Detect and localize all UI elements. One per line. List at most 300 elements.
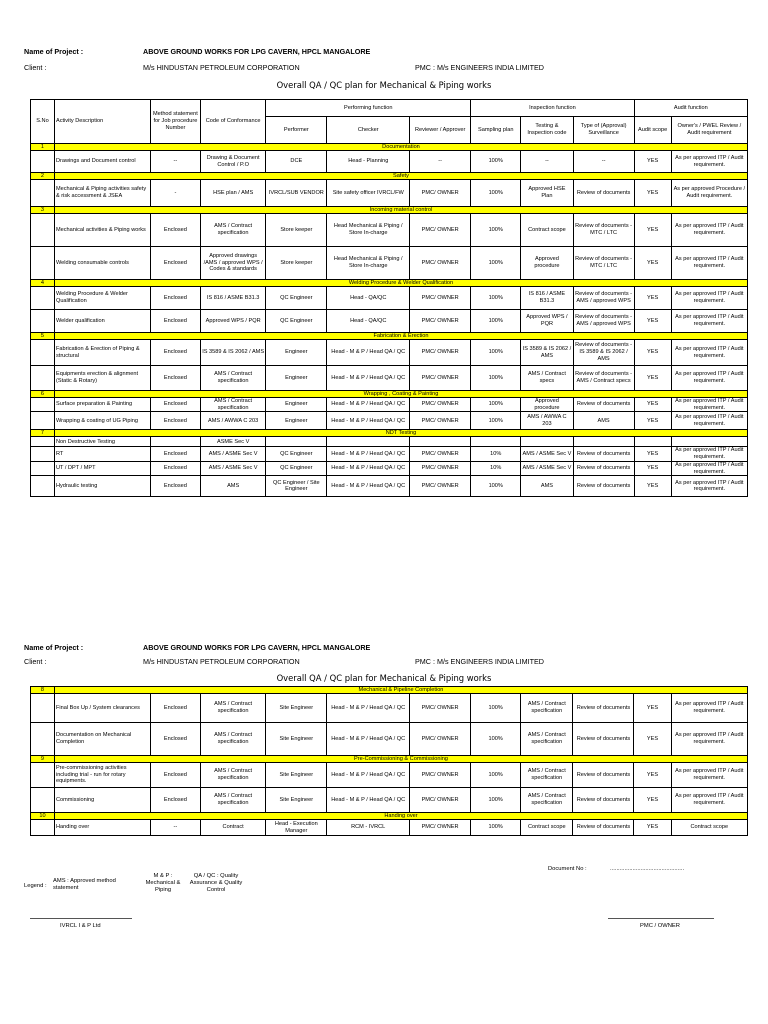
cell-activity: RT — [54, 447, 150, 461]
cell-testing: AMS / AWWA C 203 — [521, 412, 573, 430]
cell-sampling: 100% — [471, 694, 521, 723]
cell-owner: As per approved ITP / Audit requirement. — [671, 723, 748, 756]
cell-performer: Store keeper — [266, 214, 327, 247]
cell-activity: Pre-commissioning activities including trial - run for rotary equipments. — [54, 763, 150, 788]
table-row — [31, 398, 748, 412]
cell-activity: Hydraulic testing — [54, 476, 150, 497]
cell-sampling: 100% — [471, 412, 521, 430]
pmc-label: PMC : M/s ENGINEERS INDIA LIMITED — [415, 63, 544, 72]
cell-code: AMS / Contract specification — [200, 723, 265, 756]
cell-type: Review of documents — [573, 447, 634, 461]
cell-sno — [31, 694, 55, 723]
table-row — [31, 437, 748, 447]
cell-activity: Mechanical activities & Piping works — [54, 214, 150, 247]
cell-testing: AMS / Contract specification — [521, 694, 573, 723]
cell-sampling: 100% — [471, 247, 521, 280]
project-name-2: ABOVE GROUND WORKS FOR LPG CAVERN, HPCL MANGALORE — [143, 643, 371, 652]
cell-method — [150, 437, 200, 447]
header-sno: S.No — [31, 100, 55, 144]
cell-activity: Welder qualification — [54, 310, 150, 333]
table-row — [31, 287, 748, 310]
cell-checker: Head - M & P / Head QA / QC — [327, 723, 410, 756]
cell-performer: Engineer — [266, 412, 327, 430]
cell-scope: YES — [634, 412, 671, 430]
cell-checker: Head - M & P / Head QA / QC — [327, 340, 410, 366]
cell-sampling: 100% — [471, 398, 521, 412]
section-title: Documentation — [54, 144, 747, 151]
cell-method: -- — [150, 820, 200, 836]
page-title-2: Overall QA / QC plan for Mechanical & Piping works — [276, 673, 492, 683]
cell-performer: Engineer — [266, 398, 327, 412]
signature-line-left — [30, 918, 132, 919]
cell-owner: As per approved ITP / Audit requirement. — [671, 366, 747, 391]
cell-sampling: 100% — [471, 366, 521, 391]
cell-performer: Head - Execution Manager — [266, 820, 327, 836]
project-label-2: Name of Project : — [24, 643, 84, 652]
cell-sampling: 100% — [471, 476, 521, 497]
cell-activity: Fabrication & Erection of Piping & structural — [54, 340, 150, 366]
header-reviewer: Reviewer / Approver — [410, 117, 471, 144]
cell-code: Drawing & Document Control / P.O — [200, 151, 265, 173]
cell-type: Review of documents - IS 3589 & IS 2062 / AMS — [573, 340, 634, 366]
cell-code: HSE plan / AMS — [200, 180, 265, 207]
client-label: Client : — [24, 63, 47, 72]
cell-checker: Head Mechanical & Piping / Store In-charge — [327, 214, 410, 247]
signature-ivrcl: IVRCL I & P Ltd — [60, 923, 101, 929]
cell-reviewer: PMC/ OWNER — [410, 366, 471, 391]
cell-performer: IVRCL/SUB VENDOR — [266, 180, 327, 207]
section-number: 10 — [31, 813, 55, 820]
cell-code: AMS / AWWA C 203 — [200, 412, 265, 430]
cell-activity: Final Box Up / System clearances — [54, 694, 150, 723]
cell-scope: YES — [634, 723, 671, 756]
section-number: 1 — [31, 144, 55, 151]
cell-activity: Drawings and Document control — [54, 151, 150, 173]
cell-scope: YES — [634, 366, 671, 391]
cell-code: AMS / Contract specification — [200, 398, 265, 412]
cell-method: Enclosed — [150, 340, 200, 366]
cell-performer: QC Engineer — [266, 287, 327, 310]
cell-testing: AMS / ASME Sec V — [521, 447, 573, 461]
cell-reviewer: PMC/ OWNER — [410, 820, 471, 836]
cell-reviewer: PMC/ OWNER — [410, 287, 471, 310]
cell-reviewer: PMC/ OWNER — [410, 398, 471, 412]
cell-performer: Site Engineer — [266, 694, 327, 723]
legend-qaqc: QA / QC : Quality Assurance & Quality Control — [189, 873, 243, 894]
section-row — [31, 207, 748, 214]
cell-scope: YES — [634, 694, 671, 723]
cell-performer: Site Engineer — [266, 763, 327, 788]
cell-testing: AMS / Contract specs — [521, 366, 573, 391]
cell-code: AMS / Contract specification — [200, 214, 265, 247]
cell-checker: Head - M & P / Head QA / QC — [327, 366, 410, 391]
section-title: Handing over — [54, 813, 747, 820]
cell-type: Review of documents — [573, 694, 634, 723]
cell-method: Enclosed — [150, 763, 200, 788]
cell-reviewer: PMC/ OWNER — [410, 340, 471, 366]
cell-testing: AMS / Contract specification — [521, 763, 573, 788]
cell-checker: Head - M & P / Head QA / QC — [327, 694, 410, 723]
cell-testing: Contract scope — [521, 820, 573, 836]
cell-type: Review of documents — [573, 788, 634, 813]
cell-sno — [31, 310, 55, 333]
cell-scope: YES — [634, 398, 671, 412]
cell-type: Review of documents - AMS / approved WPS — [573, 310, 634, 333]
cell-testing: Approved procedure — [521, 398, 573, 412]
header-code: Code of Conformance — [200, 100, 265, 144]
header-performer: Performer — [266, 117, 327, 144]
cell-testing: AMS / Contract specification — [521, 788, 573, 813]
cell-testing: Contract scope — [521, 214, 573, 247]
cell-owner: As per approved ITP / Audit requirement. — [671, 476, 747, 497]
legend-ams: AMS : Approved method statement — [53, 878, 116, 892]
cell-checker: Head - Planning — [327, 151, 410, 173]
cell-method: Enclosed — [150, 476, 200, 497]
cell-sno — [31, 287, 55, 310]
cell-checker: Head - QA/QC — [327, 310, 410, 333]
cell-method: Enclosed — [150, 214, 200, 247]
cell-method: Enclosed — [150, 447, 200, 461]
cell-reviewer: PMC/ OWNER — [410, 476, 471, 497]
section-number: 7 — [31, 430, 55, 437]
cell-checker: Head - M & P / Head QA / QC — [327, 447, 410, 461]
cell-checker: Head - M & P / Head QA / QC — [327, 461, 410, 475]
header-owner: Owner's / PWEL Review / Audit requirement — [671, 117, 747, 144]
cell-activity: Welding Procedure & Welder Qualification — [54, 287, 150, 310]
cell-activity: Documentation on Mechanical Completion — [54, 723, 150, 756]
cell-owner: As per approved ITP / Audit requirement. — [671, 310, 747, 333]
header-testing: Testing & Inspection code — [521, 117, 573, 144]
cell-reviewer: PMC/ OWNER — [410, 180, 471, 207]
cell-performer: QC Engineer — [266, 447, 327, 461]
cell-performer: Engineer — [266, 366, 327, 391]
section-row — [31, 280, 748, 287]
cell-reviewer — [410, 437, 471, 447]
cell-performer — [266, 437, 327, 447]
section-number: 4 — [31, 280, 55, 287]
cell-code: AMS / ASME Sec V — [200, 461, 265, 475]
cell-sampling: 100% — [471, 180, 521, 207]
cell-method: Enclosed — [150, 723, 200, 756]
cell-reviewer: PMC/ OWNER — [410, 214, 471, 247]
cell-reviewer: PMC/ OWNER — [410, 247, 471, 280]
table-row — [31, 723, 748, 756]
section-number: 6 — [31, 391, 55, 398]
legend-label: Legend : — [24, 883, 47, 889]
header-method: Method statement for Job procedure Number — [150, 100, 200, 144]
table-row — [31, 820, 748, 836]
cell-sampling: 100% — [471, 151, 521, 173]
cell-scope: YES — [634, 287, 671, 310]
signature-pmc-owner: PMC / OWNER — [640, 923, 680, 929]
cell-sno — [31, 151, 55, 173]
section-number: 9 — [31, 756, 55, 763]
cell-owner: As per approved ITP / Audit requirement. — [671, 788, 748, 813]
document-no-label: Document No : — [548, 866, 587, 872]
cell-performer: Site Engineer — [266, 723, 327, 756]
cell-sampling: 10% — [471, 461, 521, 475]
cell-performer: Site Engineer — [266, 788, 327, 813]
cell-owner: As per approved ITP / Audit requirement. — [671, 447, 747, 461]
cell-sno — [31, 461, 55, 475]
section-title: Safety — [54, 173, 747, 180]
cell-testing: AMS — [521, 476, 573, 497]
section-title: Incoming material control — [54, 207, 747, 214]
cell-performer: QC Engineer / Site Engineer — [266, 476, 327, 497]
cell-method: Enclosed — [150, 461, 200, 475]
section-row — [31, 756, 748, 763]
cell-scope: YES — [634, 476, 671, 497]
table-row — [31, 461, 748, 475]
cell-checker: RCM - IVRCL — [327, 820, 410, 836]
section-title: NDT Testing — [54, 430, 747, 437]
cell-type: Review of documents -AMS / Contract specs — [573, 366, 634, 391]
table-row — [31, 763, 748, 788]
cell-testing: IS 816 / ASME B31.3 — [521, 287, 573, 310]
table-row — [31, 788, 748, 813]
section-title: Welding Procedure & Welder Qualification — [54, 280, 747, 287]
cell-activity: Non Destructive Testing — [54, 437, 150, 447]
cell-owner: As per approved ITP / Audit requirement. — [671, 412, 747, 430]
cell-performer: DCE — [266, 151, 327, 173]
cell-activity: Surface preparation & Painting — [54, 398, 150, 412]
cell-activity: Handing over — [54, 820, 150, 836]
cell-testing: Approved HSE Plan — [521, 180, 573, 207]
cell-reviewer: PMC/ OWNER — [410, 447, 471, 461]
table-row — [31, 694, 748, 723]
table-row — [31, 412, 748, 430]
cell-type: Review of documents - MTC / LTC — [573, 214, 634, 247]
cell-scope: YES — [634, 788, 671, 813]
cell-performer: QC Engineer — [266, 461, 327, 475]
cell-code: Contract — [200, 820, 265, 836]
cell-type: Review of documents — [573, 820, 634, 836]
cell-reviewer: PMC/ OWNER — [410, 310, 471, 333]
section-row — [31, 391, 748, 398]
page-title: Overall QA / QC plan for Mechanical & Piping works — [276, 80, 492, 90]
cell-code: AMS — [200, 476, 265, 497]
cell-type: Review of documents — [573, 461, 634, 475]
header-sampling: Sampling plan — [471, 117, 521, 144]
cell-method: - — [150, 180, 200, 207]
cell-code: Approved WPS / PQR — [200, 310, 265, 333]
legend-mp: M & P : Mechanical & Piping — [145, 873, 181, 894]
table-row — [31, 366, 748, 391]
project-name: ABOVE GROUND WORKS FOR LPG CAVERN, HPCL MANGALORE — [143, 47, 371, 56]
section-title: Mechanical & Pipeline Completion — [54, 687, 747, 694]
section-row — [31, 173, 748, 180]
cell-scope — [634, 437, 671, 447]
cell-reviewer: PMC/ OWNER — [410, 694, 471, 723]
cell-reviewer: PMC/ OWNER — [410, 788, 471, 813]
table-row — [31, 310, 748, 333]
cell-method: Enclosed — [150, 788, 200, 813]
section-number: 2 — [31, 173, 55, 180]
table-row — [31, 180, 748, 207]
cell-owner: As per approved ITP / Audit requirement. — [671, 247, 747, 280]
cell-reviewer: PMC/ OWNER — [410, 461, 471, 475]
cell-reviewer: PMC/ OWNER — [410, 412, 471, 430]
cell-sampling: 100% — [471, 763, 521, 788]
signature-line-right — [608, 918, 714, 919]
section-row — [31, 144, 748, 151]
header-performing: Performing function — [266, 100, 471, 117]
cell-sampling — [471, 437, 521, 447]
cell-sampling: 100% — [471, 820, 521, 836]
cell-reviewer: -- — [410, 151, 471, 173]
cell-owner: As per approved ITP / Audit requirement. — [671, 461, 747, 475]
cell-code: AMS / Contract specification — [200, 366, 265, 391]
cell-method: Enclosed — [150, 287, 200, 310]
cell-method: Enclosed — [150, 366, 200, 391]
cell-scope: YES — [634, 447, 671, 461]
project-label: Name of Project : — [24, 47, 84, 56]
cell-checker: Head - M & P / Head QA / QC — [327, 763, 410, 788]
cell-scope: YES — [634, 763, 671, 788]
cell-sno — [31, 476, 55, 497]
cell-sampling: 100% — [471, 287, 521, 310]
cell-sno — [31, 788, 55, 813]
cell-reviewer: PMC/ OWNER — [410, 723, 471, 756]
cell-code: IS 816 / ASME B31.3 — [200, 287, 265, 310]
cell-sampling: 100% — [471, 214, 521, 247]
cell-code: AMS / Contract specification — [200, 788, 265, 813]
section-row — [31, 687, 748, 694]
cell-owner: As per approved ITP / Audit requirement. — [671, 763, 748, 788]
cell-activity: Mechanical & Piping activities safety & risk accessment & JSEA — [54, 180, 150, 207]
cell-scope: YES — [634, 820, 671, 836]
header-activity: Activity Description — [54, 100, 150, 144]
table-row — [31, 447, 748, 461]
cell-scope: YES — [634, 214, 671, 247]
cell-owner: As per approved ITP / Audit requirement. — [671, 340, 747, 366]
cell-type: -- — [573, 151, 634, 173]
cell-activity: UT / DPT / MPT — [54, 461, 150, 475]
cell-testing: AMS / Contract specification — [521, 723, 573, 756]
qa-plan-table-2 — [30, 686, 748, 836]
header-inspection: Inspection function — [471, 100, 634, 117]
document-no-value: .............................................. — [610, 866, 685, 872]
cell-type: AMS — [573, 412, 634, 430]
cell-scope: YES — [634, 180, 671, 207]
cell-testing — [521, 437, 573, 447]
header-checker: Checker — [327, 117, 410, 144]
cell-checker: Head - M & P / Head QA / QC — [327, 412, 410, 430]
cell-checker: Head - M & P / Head QA / QC — [327, 398, 410, 412]
header-scope: Audit scope — [634, 117, 671, 144]
cell-method: -- — [150, 151, 200, 173]
section-row — [31, 813, 748, 820]
cell-code: AMS / Contract specification — [200, 763, 265, 788]
cell-sno — [31, 247, 55, 280]
cell-sno — [31, 437, 55, 447]
cell-checker — [327, 437, 410, 447]
section-row — [31, 333, 748, 340]
cell-type: Review of documents — [573, 398, 634, 412]
cell-testing: IS 3589 & IS 2062 / AMS — [521, 340, 573, 366]
cell-method: Enclosed — [150, 398, 200, 412]
cell-sno — [31, 180, 55, 207]
section-number: 5 — [31, 333, 55, 340]
cell-checker: Head Mechanical & Piping / Store In-charge — [327, 247, 410, 280]
cell-sno — [31, 723, 55, 756]
section-number: 8 — [31, 687, 55, 694]
cell-testing: AMS / ASME Sec V — [521, 461, 573, 475]
cell-owner — [671, 437, 747, 447]
cell-type: Review of documents — [573, 180, 634, 207]
section-row — [31, 430, 748, 437]
cell-type: Review of documents — [573, 763, 634, 788]
cell-performer: Engineer — [266, 340, 327, 366]
cell-reviewer: PMC/ OWNER — [410, 763, 471, 788]
cell-owner: As per approved ITP / Audit requirement. — [671, 694, 748, 723]
client-name: M/s HINDUSTAN PETROLEUM CORPORATION — [143, 63, 300, 72]
cell-checker: Site safety officer IVRCL/FW — [327, 180, 410, 207]
cell-scope: YES — [634, 310, 671, 333]
cell-performer: Store keeper — [266, 247, 327, 280]
cell-testing: Approved procedure — [521, 247, 573, 280]
header-type: Type of (Approval) Surveillance — [573, 117, 634, 144]
section-number: 3 — [31, 207, 55, 214]
cell-method: Enclosed — [150, 412, 200, 430]
cell-code: AMS / ASME Sec V — [200, 447, 265, 461]
section-title: Pre-Commissioning & Commissioning — [54, 756, 747, 763]
cell-scope: YES — [634, 461, 671, 475]
cell-method: Enclosed — [150, 694, 200, 723]
cell-type — [573, 437, 634, 447]
table-row — [31, 247, 748, 280]
cell-activity: Commissioning — [54, 788, 150, 813]
cell-type: Review of documents - AMS / approved WPS — [573, 287, 634, 310]
cell-owner: As per approved ITP / Audit requirement. — [671, 151, 747, 173]
cell-activity: Welding consumable controls — [54, 247, 150, 280]
section-title: Fabrication & Erection — [54, 333, 747, 340]
header-audit: Audit function — [634, 100, 747, 117]
client-label-2: Client : — [24, 657, 47, 666]
cell-sno — [31, 447, 55, 461]
cell-sno — [31, 366, 55, 391]
cell-activity: Equipments erection & alignment (Static & Rotary) — [54, 366, 150, 391]
cell-type: Review of documents — [573, 476, 634, 497]
cell-owner: Contract scope — [671, 820, 748, 836]
section-title: Wrapping , Coating & Painting — [54, 391, 747, 398]
table-row — [31, 476, 748, 497]
cell-sno — [31, 214, 55, 247]
cell-checker: Head - M & P / Head QA / QC — [327, 788, 410, 813]
cell-sampling: 10% — [471, 447, 521, 461]
cell-scope: YES — [634, 151, 671, 173]
cell-code: Approved drawings /AMS / approved WPS / Codes & standards — [200, 247, 265, 280]
cell-sno — [31, 820, 55, 836]
cell-sno — [31, 763, 55, 788]
table-row — [31, 151, 748, 173]
cell-scope: YES — [634, 247, 671, 280]
cell-owner: As per approved Procedure / Audit requirement. — [671, 180, 747, 207]
client-name-2: M/s HINDUSTAN PETROLEUM CORPORATION — [143, 657, 300, 666]
table-row — [31, 214, 748, 247]
cell-testing: Approved WPS / PQR — [521, 310, 573, 333]
cell-sampling: 100% — [471, 310, 521, 333]
cell-sno — [31, 340, 55, 366]
cell-checker: Head - QA/QC — [327, 287, 410, 310]
cell-testing: -- — [521, 151, 573, 173]
cell-sampling: 100% — [471, 340, 521, 366]
cell-type: Review of documents — [573, 723, 634, 756]
cell-sampling: 100% — [471, 723, 521, 756]
cell-sno — [31, 412, 55, 430]
cell-performer: QC Engineer — [266, 310, 327, 333]
qa-plan-table — [30, 99, 748, 497]
